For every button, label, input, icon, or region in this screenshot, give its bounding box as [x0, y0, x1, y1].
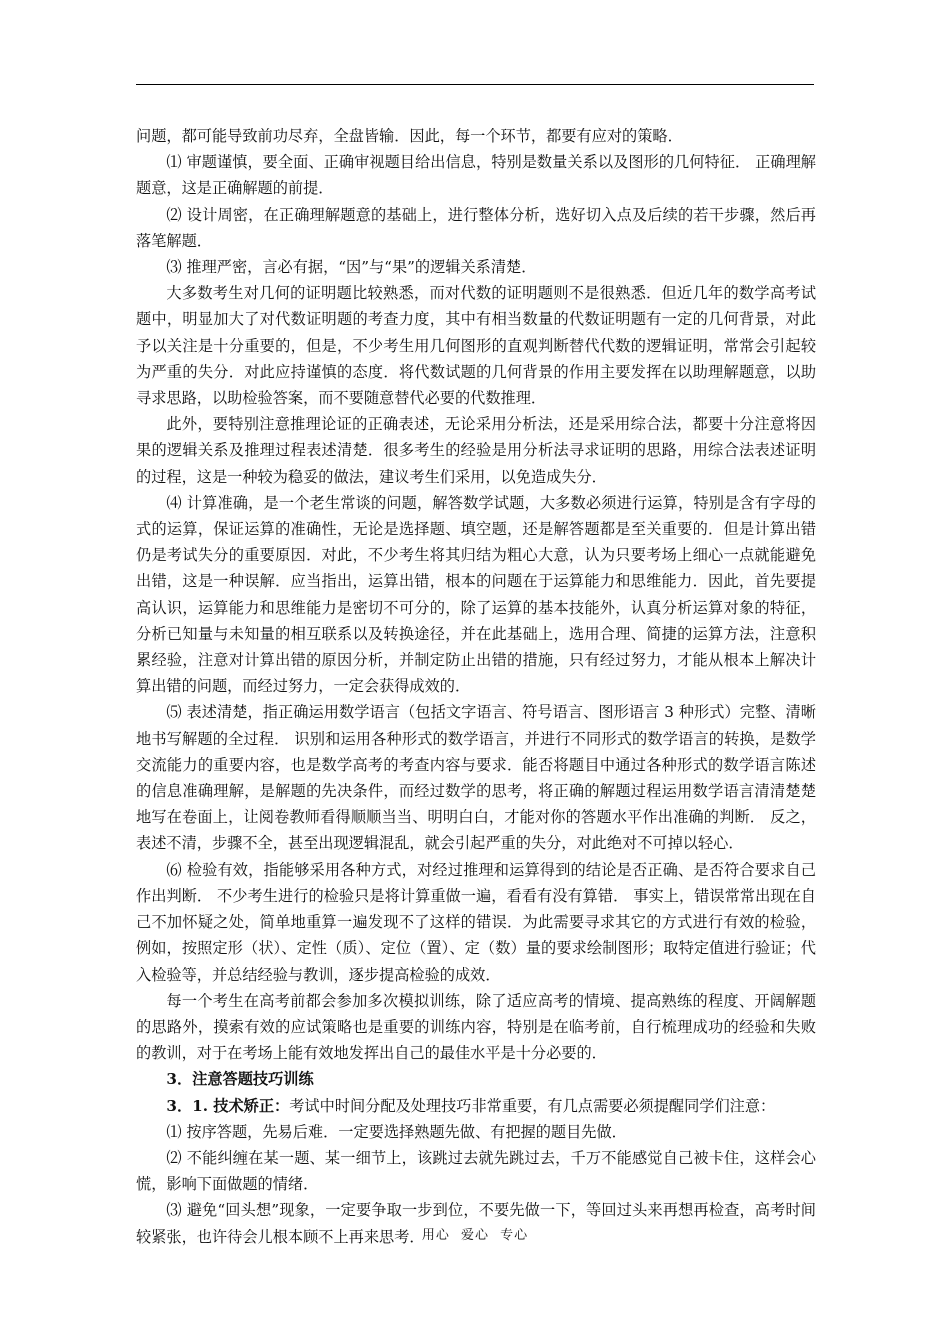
paragraph-design-thoroughly: ⑵ 设计周密，在正确理解题意的基础上，进行整体分析，选好切入点及后续的若干步骤，然后再落笔解题． [136, 205, 816, 250]
section-heading: 3．注意答题技巧训练 [166, 1070, 314, 1089]
page-footer: 用心 爱心 专心 [421, 1228, 529, 1243]
paragraph-correct-expression: 此外，要特别注意推理论证的正确表述，无论采用分析法，还是采用综合法，都要十分注意将因果的逻辑关系及推理过程表述清楚．很多考生的经验是用分析法寻求证明的思路，用综合法表述证明的过程，这是一种较为稳妥的做法，建议考生们采用，以免造成失分． [136, 415, 816, 486]
paragraph-clear-presentation: ⑸ 表述清楚，指正确运用数学语言（包括文字语言、符号语言、图形语言 3 种形式）完整、清晰地书写解题的全过程． 识别和运用各种形式的数学语言，并进行不同形式的数学语言的转换，是数学交流能力的重要内容，也是数学高考的考查内容与要求．能否将题目中通过各种形式的数学语言陈述的信息准确理解，是解题的先决条件，而经过数学的思考，将正确的解题过程运用数学语言清清楚楚地写在卷面上，让阅卷教师看得顺顺当当、明明白白，才能对你的答题水平作出准确的判断． 反之，表述不清，步骤不全，甚至出现逻辑混乱，就会引起严重的失分，对此绝对不可掉以轻心． [136, 703, 816, 853]
subsection-label: 3．1. 技术矫正： [166, 1096, 290, 1115]
subsection-text: 考试中时间分配及处理技巧非常重要，有几点需要必须提醒同学们注意： [289, 1096, 776, 1115]
paragraph-answer-in-order: ⑴ 按序答题，先易后难．一定要选择熟题先做、有把握的题目先做． [166, 1122, 627, 1141]
paragraph-do-not-get-stuck: ⑵ 不能纠缠在某一题、某一细节上，该跳过去就先跳过去，千万不能感觉自己被卡住，这样会心慌，影响下面做题的情绪． [136, 1148, 816, 1194]
paragraph-algebra-proofs: 大多数考生对几何的证明题比较熟悉，而对代数的证明题则不是很熟悉．但近几年的数学高考试题中，明显加大了对代数证明题的考查力度，其中有相当数量的代数证明题有一定的几何背景，对此予以关注是十分重要的，但是，不少考生用几何图形的直观判断替代代数的逻辑证明，常常会引起较为严重的失分．对此应持谨慎的态度．将代数试题的几何背景的作用主要发挥在以助理解题意，以助寻求思路，以助检验答案，而不要随意替代必要的代数推理． [136, 284, 816, 408]
paragraph-review-carefully: ⑴ 审题谨慎，要全面、正确审视题目给出信息，特别是数量关系以及图形的几何特征． 正确理解题意，这是正确解题的前提． [136, 153, 816, 198]
paragraph-effective-checking: ⑹ 检验有效，指能够采用各种方式，对经过推理和运算得到的结论是否正确、是否符合要求自己作出判断． 不少考生进行的检验只是将计算重做一遍，看看有没有算错． 事实上，错误常常出现在自己不加怀疑之处，简单地重算一遍发现不了这样的错误．为此需要寻求其它的方式进行有效的检验，例如，按照定形（状）、定性（质）、定位（置）、定（数）量的要求绘制图形；取特定值进行验证；代入检验等，并总结经验与教训，逐步提高检验的成效． [136, 860, 816, 984]
paragraph-continuation: 问题，都可能导致前功尽弃，全盘皆输．因此，每一个环节，都要有应对的策略． [136, 127, 683, 145]
document-body [136, 123, 816, 1250]
paragraph-avoid-looking-back: ⑶ 避免“回头想”现象，一定要争取一步到位，不要先做一下，等回过头来再想再检查，高考时间较紧张，也许待会儿根本顾不上再来思考． [136, 1201, 816, 1246]
header-rule [136, 84, 814, 85]
paragraph-reason-rigorously: ⑶ 推理严密，言必有据，“因”与“果”的逻辑关系清楚． [166, 258, 537, 277]
paragraph-mock-training: 每一个考生在高考前都会参加多次模拟训练，除了适应高考的情境、提高熟练的程度、开阔解题的思路外，摸索有效的应试策略也是重要的训练内容，特别是在临考前，自行梳理成功的经验和失败的教训，对于在考场上能有效地发挥出自己的最佳水平是十分必要的． [136, 991, 816, 1063]
paragraph-technique-correction [136, 1093, 816, 1119]
paragraph-accurate-calculation: ⑷ 计算准确，是一个老生常谈的问题，解答数学试题，大多数必须进行运算，特别是含有字母的式的运算，保证运算的准确性，无论是选择题、填空题，还是解答题都是至关重要的．但是计算出错仍是考试失分的重要原因．对此，不少考生将其归结为粗心大意，认为只要考场上细心一点就能避免出错，这是一种误解．应当指出，运算出错，根本的问题在于运算能力和思维能力．因此，首先要提高认识，运算能力和思维能力是密切不可分的，除了运算的基本技能外，认真分析运算对象的特征，分析已知量与未知量的相互联系以及转换途径，并在此基础上，选用合理、简捷的运算方法，注意积累经验，注意对计算出错的原因分析，并制定防止出错的措施，只有经过努力，才能从根本上解决计算出错的问题，而经过努力，一定会获得成效的． [136, 493, 816, 696]
